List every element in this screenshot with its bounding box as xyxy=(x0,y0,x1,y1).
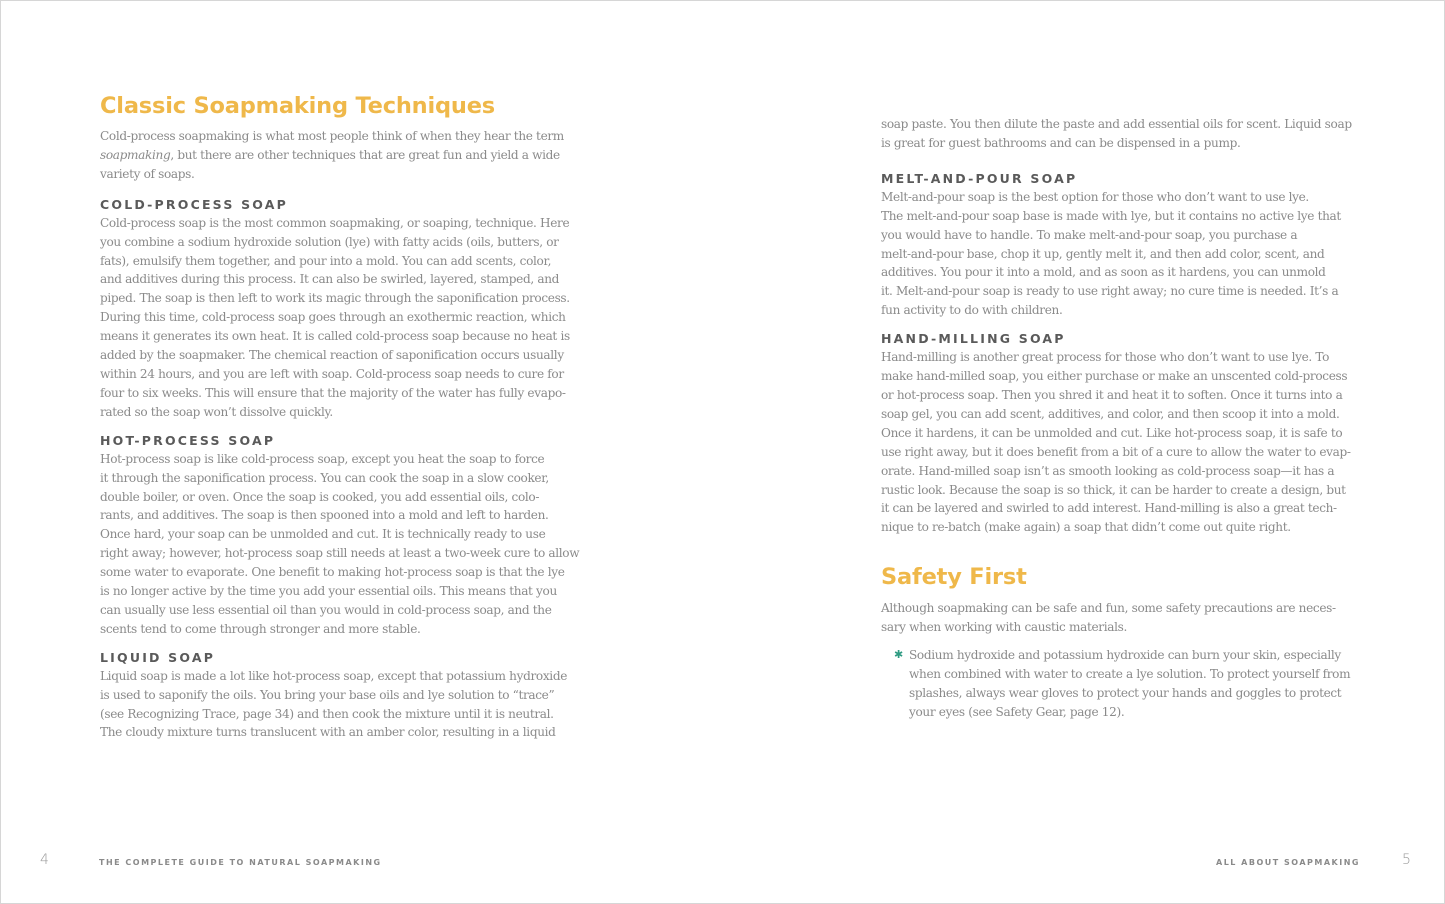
text-line: when combined with water to create a lye solution. To protect yourself from xyxy=(909,666,1351,681)
text-line: make hand-milled soap, you either purchase or make an unscented cold-process xyxy=(881,369,1348,384)
text-line: within 24 hours, and you are left with soap. Cold-process soap needs to cure for xyxy=(100,366,564,381)
intro-line-rest: , but there are other techniques that are great fun and yield a wide xyxy=(170,147,560,162)
text-line: use right away, but it does benefit from a bit of a cure to allow the water to evap- xyxy=(881,444,1351,459)
text-line: The melt-and-pour soap base is made with lye, but it contains no active lye that xyxy=(881,208,1341,223)
liquid-continuation-paragraph xyxy=(881,115,1352,153)
text-line: right away; however, hot-process soap still needs at least a two-week cure to allow xyxy=(100,546,580,561)
text-line: it. Melt-and-pour soap is ready to use right away; no cure time is needed. It’s a xyxy=(881,284,1339,299)
section-heading-liquid: LIQUID SOAP xyxy=(100,649,216,665)
text-line: added by the soapmaker. The chemical reaction of saponification occurs usually xyxy=(100,348,564,363)
text-line: nique to re-batch (make again) a soap that didn’t come out quite right. xyxy=(881,520,1291,535)
melt-and-pour-paragraph xyxy=(881,188,1347,320)
text-line: some water to evaporate. One benefit to making hot-process soap is that the lye xyxy=(100,565,565,580)
intro-line: Cold-process soapmaking is what most people think of when they hear the term xyxy=(100,129,564,143)
section-heading-cold-process: COLD-PROCESS SOAP xyxy=(100,196,289,212)
text-line: is no longer active by the time you add your essential oils. This means that you xyxy=(100,584,557,599)
text-line: or hot-process soap. Then you shred it and heat it to soften. Once it turns into a xyxy=(881,387,1343,402)
text-line: additives. You pour it into a mold, and as soon as it hardens, you can unmold xyxy=(881,265,1326,280)
text-line: is used to saponify the oils. You bring your base oils and lye solution to “trace” xyxy=(100,687,555,702)
cold-process-paragraph xyxy=(100,214,570,422)
hot-process-paragraph xyxy=(100,450,580,639)
liquid-paragraph xyxy=(100,667,566,743)
safety-bullet-text xyxy=(909,646,1350,722)
text-line: Melt-and-pour soap is the best option for those who don’t want to use lye. xyxy=(881,189,1309,204)
text-line: Once it hardens, it can be unmolded and cut. Like hot-process soap, it is safe to xyxy=(881,425,1343,440)
text-line: sary when working with caustic materials. xyxy=(881,620,1127,635)
page-title: Classic Soapmaking Techniques xyxy=(100,93,495,119)
left-page-column xyxy=(100,89,580,742)
text-line: and additives during this process. It can also be swirled, layered, stamped, and xyxy=(100,272,560,287)
text-line: melt-and-pour base, chop it up, gently melt it, and then add color, scent, and xyxy=(881,246,1325,261)
right-page-number: 5 xyxy=(1402,852,1411,868)
text-line: fun activity to do with children. xyxy=(881,303,1063,318)
text-line: means it generates its own heat. It is called cold-process soap because no heat is xyxy=(100,329,570,344)
text-line: soap paste. You then dilute the paste and add essential oils for scent. Liquid soap xyxy=(881,117,1352,131)
section-heading-hot-process: HOT-PROCESS SOAP xyxy=(100,432,276,448)
left-page-number: 4 xyxy=(40,852,49,868)
text-line: orate. Hand-milled soap isn’t as smooth looking as cold-process soap—it has a xyxy=(881,463,1335,478)
asterisk-bullet-icon: ✱ xyxy=(894,648,904,662)
intro-line xyxy=(100,146,566,165)
intro-paragraph xyxy=(100,127,566,184)
text-line: it through the saponification process. You can cook the soap in a slow cooker, xyxy=(100,470,549,485)
right-running-title: ALL ABOUT SOAPMAKING xyxy=(1216,858,1360,867)
text-line: Cold-process soap is the most common soapmaking, or soaping, technique. Here xyxy=(100,215,570,230)
text-line: Although soapmaking can be safe and fun, some safety precautions are neces- xyxy=(881,601,1336,616)
text-line: rants, and additives. The soap is then spooned into a mold and left to harden. xyxy=(100,508,549,523)
text-line: scents tend to come through stronger and more stable. xyxy=(100,621,421,636)
text-line: Liquid soap is made a lot like hot-process soap, except that potassium hydroxide xyxy=(100,668,568,683)
text-line: soap gel, you can add scent, additives, and color, and then scoop it into a mold. xyxy=(881,406,1340,421)
text-line: is great for guest bathrooms and can be dispensed in a pump. xyxy=(881,135,1241,150)
text-line: Once hard, your soap can be unmolded and cut. It is technically ready to use xyxy=(100,527,546,542)
text-line: rustic look. Because the soap is so thick, it can be harder to create a design, but xyxy=(881,482,1346,497)
text-line: splashes, always wear gloves to protect your hands and goggles to protect xyxy=(909,685,1342,700)
text-line: you would have to handle. To make melt-and-pour soap, you purchase a xyxy=(881,227,1298,242)
text-line: Sodium hydroxide and potassium hydroxide can burn your skin, especially xyxy=(909,648,1341,663)
left-running-title: THE COMPLETE GUIDE TO NATURAL SOAPMAKING xyxy=(99,858,382,867)
text-line: Hand-milling is another great process for those who don’t want to use lye. To xyxy=(881,350,1330,365)
hand-milling-paragraph xyxy=(881,348,1351,537)
safety-title: Safety First xyxy=(881,564,1027,591)
intro-line: variety of soaps. xyxy=(100,166,195,181)
right-page-column xyxy=(881,115,1352,722)
text-line: rated so the soap won’t dissolve quickly. xyxy=(100,404,333,419)
italic-term: soapmaking xyxy=(100,147,171,162)
text-line: can usually use less essential oil than you would in cold-process soap, and the xyxy=(100,602,552,617)
text-line: fats), emulsify them together, and pour into a mold. You can add scents, color, xyxy=(100,253,552,268)
text-line: piped. The soap is then left to work its magic through the saponification process. xyxy=(100,291,570,306)
safety-bullet-item xyxy=(894,646,1351,722)
section-heading-hand-milling: HAND-MILLING SOAP xyxy=(881,331,1066,347)
text-line: (see Recognizing Trace, page 34) and then cook the mixture until it is neutral. xyxy=(100,706,554,721)
text-line: you combine a sodium hydroxide solution (lye) with fatty acids (oils, butters, or xyxy=(100,234,559,249)
text-line: four to six weeks. This will ensure that the majority of the water has fully evapo- xyxy=(100,385,566,400)
text-line: During this time, cold-process soap goes through an exothermic reaction, which xyxy=(100,310,566,325)
text-line: your eyes (see Safety Gear, page 12). xyxy=(909,704,1125,719)
text-line: double boiler, or oven. Once the soap is cooked, you add essential oils, colo- xyxy=(100,489,540,504)
text-line: it can be layered and swirled to add interest. Hand-milling is also a great tech- xyxy=(881,501,1337,516)
text-line: The cloudy mixture turns translucent with an amber color, resulting in a liquid xyxy=(100,725,556,740)
text-line: Hot-process soap is like cold-process soap, except you heat the soap to force xyxy=(100,451,545,466)
safety-intro-paragraph xyxy=(881,599,1347,637)
section-heading-melt-and-pour: MELT-AND-POUR SOAP xyxy=(881,170,1078,186)
